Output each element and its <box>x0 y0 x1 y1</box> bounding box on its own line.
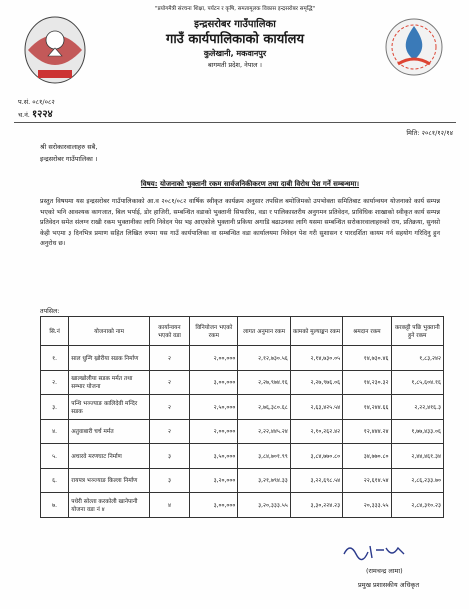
table-row <box>41 370 444 395</box>
cell-labor: १४,२३०.३२ <box>343 370 391 395</box>
cell-labor: १४,७३०.४६ <box>343 346 391 371</box>
cell-project: पन्थि भञ्ज्याङ कालिदेवी मन्दिर सडक <box>69 395 150 420</box>
cell-sn: ६. <box>41 468 69 493</box>
header-divider <box>14 122 456 123</box>
cell-payable: १,८३,२४२ <box>391 346 443 371</box>
nepal-emblem <box>20 10 90 86</box>
cell-valuation: २,१४,७३०.०५ <box>290 346 342 371</box>
municipality-logo <box>384 14 444 80</box>
subject-text: योजनाको भुक्तानी रकम सार्वजनिकीकरण तथा दाबी विरोध पेश गर्ने सम्बन्धमा। <box>159 180 360 188</box>
cell-valuation: ३,२२,६९८.५४ <box>290 468 342 493</box>
cell-labor: १४,२४४.६६ <box>343 395 391 420</box>
table-row <box>41 346 444 371</box>
cell-ward: ४ <box>149 493 189 518</box>
subject-label: विषय: <box>140 180 158 188</box>
col-header-sn: सि.नं <box>41 317 69 346</box>
signatory-title: प्रमुख प्रशासकीय अधिकृत <box>358 581 420 589</box>
cell-sn: १. <box>41 346 69 371</box>
cell-allocated: ३,२०,००० <box>190 468 238 493</box>
dispatch-value: १२२४ <box>31 109 53 120</box>
cell-valuation: ३,३०,२२४.२३ <box>290 493 342 518</box>
cell-project: अतुवाबारी चर्च मर्मत <box>69 419 150 444</box>
table-row <box>41 444 444 469</box>
cell-allocated: ३,००,००० <box>190 370 238 395</box>
cell-payable: १,८५,६०४.१६ <box>391 370 443 395</box>
cell-ward: २ <box>149 419 189 444</box>
handwritten-signature <box>340 540 410 562</box>
office-title: गाउँ कार्यपालिकाको कार्यालय <box>166 32 304 47</box>
province-name: बागमती प्रदेश, नेपाल । <box>207 61 263 69</box>
cell-project: खाल्खोलीया सडक मर्मत तथा सम्भार योजना <box>69 370 150 395</box>
recipient-line-2: इन्द्रसरोबर गाउँपालिका । <box>40 155 98 163</box>
cell-payable: १,७७,४३३.०६ <box>391 419 443 444</box>
cell-valuation: २,१०,२६२.४२ <box>290 419 342 444</box>
col-header-allocated: विनियोजन भएको रकम <box>190 317 238 346</box>
col-header-payable: करकट्टी पछि भुक्तानी हुने रकम <box>391 317 443 346</box>
cell-project: अचारवे मरणघाट निर्माण <box>69 444 150 469</box>
dispatch-label: च.नं. <box>18 111 30 119</box>
col-header-valuation: कामको मुल्याङ्कन रकम <box>290 317 342 346</box>
municipality-motto: "प्रयोगमैत्री संरचना शिक्षा, पर्यटन र कृषि, समतामूलक विकास इन्द्रसरोबर समृद्धि" <box>154 6 316 12</box>
table-header-row <box>41 317 444 346</box>
col-header-estimate: लागत अनुमान रकम <box>238 317 290 346</box>
cell-ward: ३ <box>149 468 189 493</box>
cell-labor: ३४,७७०.८० <box>343 444 391 469</box>
letter-body: प्रस्तुत विषयमा यस इन्द्रसरोबर गाउँपालिकाको आ.व २०८१/०८२ वार्षिक स्वीकृत कार्यक्रम अनुसार तपसिल बमोजिमको उपभोक्ता समितिबाट कार्यान्वयन योजनाको कार्य सम्पन्न भएको भनि आवश्यक कागजात, बिल भर्पाई, डोर हाजिरी, सम्बन्धित वडाको भुक्तानी सिफारिस, वडा र पालिकास्तरीय अनुगमन प्रतिवेदन, प्राविधिक शाखाको स्वीकृत कार्य सम्पन्न प्रतिवेदन समेत संलग्न राखी रकम भुक्तानीका लागि निवेदन पेस भइ आएकोले भुक्तानी प्रकिया अगाडि बढाउनका लागि यसमा सम्बन्धित सरोकारवालाहरुको राय, प्रतिक्रया, सुनसो केही भएमा ३ दिनभित्र प्रमाण सहित लिखित रुपमा यस गाउँ कार्यपालिका वा सम्बन्धित वडा कार्यालयमा निवेदन पेश गरी सुशासन र पारदर्शिता कायम गर्न सहयोग गरिदिनु हुन अनुरोध छ। <box>40 198 440 248</box>
cell-estimate: २,२२,४४५.२४ <box>238 419 290 444</box>
municipality-name: इन्द्रसरोबर गाउँपालिका <box>194 19 276 30</box>
cell-estimate: २,७६,३८०.६८ <box>238 395 290 420</box>
cell-sn: २. <box>41 370 69 395</box>
cell-ward: २ <box>149 346 189 371</box>
cell-sn: ७. <box>41 493 69 518</box>
cell-ward: २ <box>149 370 189 395</box>
signatory-name: (रामचन्द्र लामा) <box>366 567 403 575</box>
cell-labor: २२,६१४.५४ <box>343 468 391 493</box>
col-header-labor: श्रमदान रकम <box>343 317 391 346</box>
cell-estimate: ३,२०,३३३.५५ <box>238 493 290 518</box>
cell-ward: ३ <box>149 444 189 469</box>
table-row <box>41 419 444 444</box>
cell-payable: २,२२,४१६.३ <box>391 395 443 420</box>
cell-estimate: २,२७,९७४.१६ <box>238 370 290 395</box>
details-label: तपसिल: <box>40 308 60 315</box>
cell-valuation: ३,८४,७७०.८० <box>290 444 342 469</box>
cell-allocated: ३,५०,००० <box>190 444 238 469</box>
cell-sn: ४. <box>41 419 69 444</box>
table-row <box>41 468 444 493</box>
payment-table <box>40 316 444 518</box>
cell-valuation: २,२७,९७६.०६ <box>290 370 342 395</box>
cell-estimate: २,१२,७३०.५६ <box>238 346 290 371</box>
cell-payable: २,८६,२३३.७० <box>391 468 443 493</box>
cell-payable: २,४४,४६१.३४ <box>391 444 443 469</box>
cell-valuation: २,६३,४२५.५४ <box>290 395 342 420</box>
col-header-ward: कार्यान्वयन भएको वडा <box>149 317 189 346</box>
dispatch-number <box>18 106 53 120</box>
cell-ward: २ <box>149 395 189 420</box>
cell-estimate: ३,८४,७०१.९९ <box>238 444 290 469</box>
cell-allocated: २,००,००० <box>190 346 238 371</box>
cell-estimate: ३,२१,७९४.३३ <box>238 468 290 493</box>
cell-project: रायपत्र भञ्ज्याङ किल्ला निर्माण <box>69 468 150 493</box>
letter-date: मिति: २०८१/१२/१४ <box>406 129 453 137</box>
cell-allocated: २,००,००० <box>190 419 238 444</box>
cell-labor: १२,४४४.२४ <box>343 419 391 444</box>
cell-allocated: ३,००,००० <box>190 493 238 518</box>
cell-sn: ५. <box>41 444 69 469</box>
cell-labor: २०,३३३.५५ <box>343 493 391 518</box>
cell-project: साल धुन्गि ख्रोरीया सडक निर्माण <box>69 346 150 371</box>
reference-number: प.सं. ०८१/०८२ <box>18 98 55 106</box>
letter-subject <box>60 180 440 189</box>
table-row <box>41 493 444 518</box>
cell-allocated: २,५०,००० <box>190 395 238 420</box>
cell-project: पधेरी सोल्ता करकोली खानेपानी योजना वडा नं ४ <box>69 493 150 518</box>
cell-payable: २,८४,३१०.२३ <box>391 493 443 518</box>
office-address: कुलेखानी, मकवानपुर <box>203 49 267 58</box>
col-header-project: योजनाको नाम <box>69 317 150 346</box>
table-row <box>41 395 444 420</box>
cell-sn: ३. <box>41 395 69 420</box>
recipient-line-1: श्री सरोकारवालाहरु सबै, <box>40 143 98 151</box>
